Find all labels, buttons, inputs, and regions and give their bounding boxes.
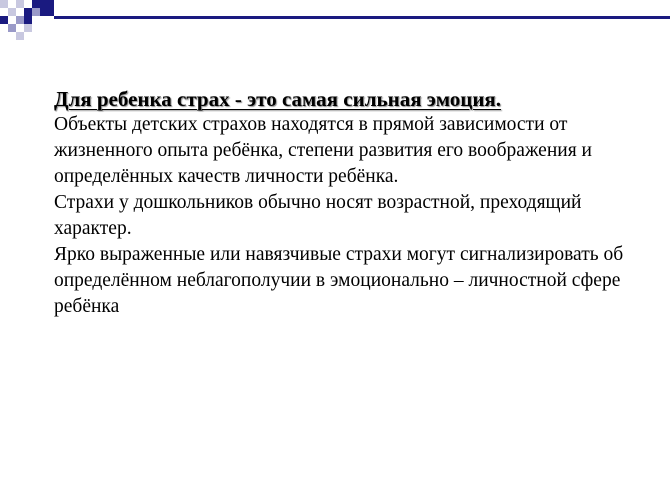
slide-content — [54, 86, 654, 320]
paragraph-1: Объекты детских страхов находятся в прямой зависимости от жизненного опыта ребёнка, степени развития его воображения и определённых качеств личности ребёнка. — [54, 114, 592, 187]
corner-checker-decoration — [0, 0, 54, 44]
paragraph-3: Ярко выраженные или навязчивые страхи могут сигнализировать об определённом неблагополучии в эмоционально – личностной сфере ребёнка — [54, 244, 624, 317]
top-accent-rule — [54, 16, 670, 19]
slide-heading: Для ребенка страх - это самая сильная эмоция. — [54, 87, 502, 111]
paragraph-2: Страхи у дошкольников обычно носят возрастной, преходящий характер. — [54, 192, 582, 239]
